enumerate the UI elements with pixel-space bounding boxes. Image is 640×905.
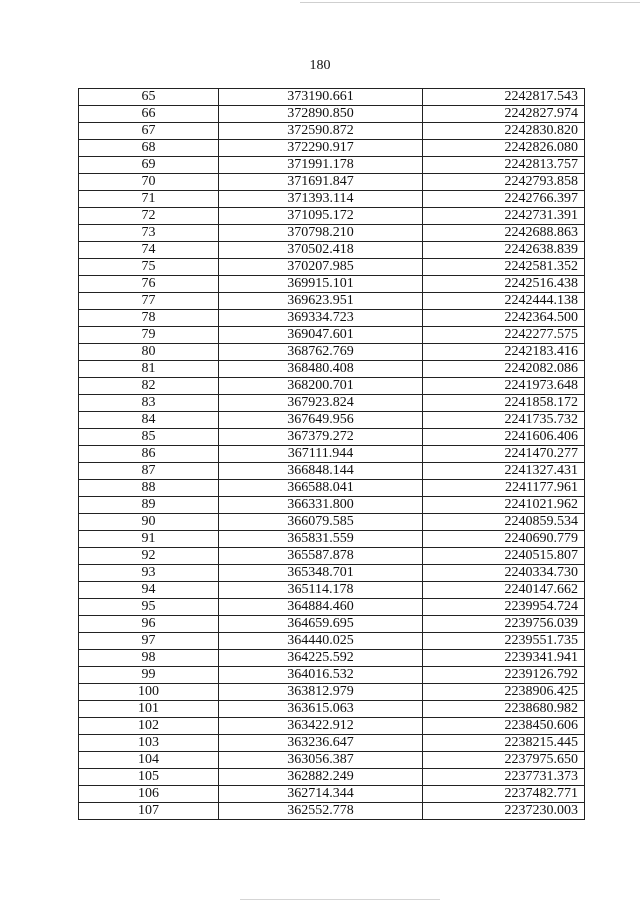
x-coordinate-cell: 368480.408 bbox=[219, 361, 423, 378]
x-coordinate-cell: 370502.418 bbox=[219, 242, 423, 259]
y-coordinate-cell: 2241327.431 bbox=[423, 463, 585, 480]
x-coordinate-cell: 366331.800 bbox=[219, 497, 423, 514]
x-coordinate-cell: 369623.951 bbox=[219, 293, 423, 310]
y-coordinate-cell: 2242827.974 bbox=[423, 106, 585, 123]
point-number-cell: 95 bbox=[79, 599, 219, 616]
coordinates-table-body bbox=[79, 89, 585, 820]
x-coordinate-cell: 364884.460 bbox=[219, 599, 423, 616]
table-row bbox=[79, 208, 585, 225]
point-number-cell: 88 bbox=[79, 480, 219, 497]
table-row bbox=[79, 633, 585, 650]
x-coordinate-cell: 363615.063 bbox=[219, 701, 423, 718]
y-coordinate-cell: 2239341.941 bbox=[423, 650, 585, 667]
x-coordinate-cell: 367111.944 bbox=[219, 446, 423, 463]
x-coordinate-cell: 364440.025 bbox=[219, 633, 423, 650]
x-coordinate-cell: 370798.210 bbox=[219, 225, 423, 242]
point-number-cell: 86 bbox=[79, 446, 219, 463]
point-number-cell: 65 bbox=[79, 89, 219, 106]
table-row bbox=[79, 769, 585, 786]
point-number-cell: 105 bbox=[79, 769, 219, 786]
point-number-cell: 89 bbox=[79, 497, 219, 514]
y-coordinate-cell: 2242082.086 bbox=[423, 361, 585, 378]
x-coordinate-cell: 367379.272 bbox=[219, 429, 423, 446]
table-row bbox=[79, 361, 585, 378]
y-coordinate-cell: 2242793.858 bbox=[423, 174, 585, 191]
table-row bbox=[79, 429, 585, 446]
x-coordinate-cell: 363422.912 bbox=[219, 718, 423, 735]
y-coordinate-cell: 2240147.662 bbox=[423, 582, 585, 599]
x-coordinate-cell: 365587.878 bbox=[219, 548, 423, 565]
y-coordinate-cell: 2237230.003 bbox=[423, 803, 585, 820]
x-coordinate-cell: 364016.532 bbox=[219, 667, 423, 684]
x-coordinate-cell: 366079.585 bbox=[219, 514, 423, 531]
table-row bbox=[79, 463, 585, 480]
page-number: 180 bbox=[309, 58, 331, 73]
point-number-cell: 90 bbox=[79, 514, 219, 531]
y-coordinate-cell: 2240859.534 bbox=[423, 514, 585, 531]
scan-edge-line-bottom bbox=[240, 899, 440, 900]
y-coordinate-cell: 2238680.982 bbox=[423, 701, 585, 718]
y-coordinate-cell: 2242826.080 bbox=[423, 140, 585, 157]
point-number-cell: 69 bbox=[79, 157, 219, 174]
y-coordinate-cell: 2242817.543 bbox=[423, 89, 585, 106]
x-coordinate-cell: 365114.178 bbox=[219, 582, 423, 599]
x-coordinate-cell: 371393.114 bbox=[219, 191, 423, 208]
table-row bbox=[79, 140, 585, 157]
y-coordinate-cell: 2240515.807 bbox=[423, 548, 585, 565]
x-coordinate-cell: 369047.601 bbox=[219, 327, 423, 344]
table-row bbox=[79, 276, 585, 293]
point-number-cell: 103 bbox=[79, 735, 219, 752]
x-coordinate-cell: 368200.701 bbox=[219, 378, 423, 395]
y-coordinate-cell: 2240690.779 bbox=[423, 531, 585, 548]
table-row bbox=[79, 310, 585, 327]
x-coordinate-cell: 371991.178 bbox=[219, 157, 423, 174]
x-coordinate-cell: 363056.387 bbox=[219, 752, 423, 769]
x-coordinate-cell: 372590.872 bbox=[219, 123, 423, 140]
point-number-cell: 67 bbox=[79, 123, 219, 140]
y-coordinate-cell: 2242731.391 bbox=[423, 208, 585, 225]
table-row bbox=[79, 378, 585, 395]
x-coordinate-cell: 365348.701 bbox=[219, 565, 423, 582]
point-number-cell: 99 bbox=[79, 667, 219, 684]
point-number-cell: 70 bbox=[79, 174, 219, 191]
point-number-cell: 68 bbox=[79, 140, 219, 157]
y-coordinate-cell: 2242581.352 bbox=[423, 259, 585, 276]
table-row bbox=[79, 582, 585, 599]
x-coordinate-cell: 362714.344 bbox=[219, 786, 423, 803]
x-coordinate-cell: 365831.559 bbox=[219, 531, 423, 548]
point-number-cell: 104 bbox=[79, 752, 219, 769]
point-number-cell: 76 bbox=[79, 276, 219, 293]
y-coordinate-cell: 2241177.961 bbox=[423, 480, 585, 497]
y-coordinate-cell: 2238215.445 bbox=[423, 735, 585, 752]
x-coordinate-cell: 367649.956 bbox=[219, 412, 423, 429]
table-row bbox=[79, 667, 585, 684]
table-row bbox=[79, 395, 585, 412]
x-coordinate-cell: 363812.979 bbox=[219, 684, 423, 701]
coordinates-table bbox=[78, 88, 585, 820]
point-number-cell: 84 bbox=[79, 412, 219, 429]
x-coordinate-cell: 371691.847 bbox=[219, 174, 423, 191]
table-row bbox=[79, 225, 585, 242]
table-row bbox=[79, 548, 585, 565]
table-row bbox=[79, 174, 585, 191]
x-coordinate-cell: 366588.041 bbox=[219, 480, 423, 497]
x-coordinate-cell: 370207.985 bbox=[219, 259, 423, 276]
point-number-cell: 87 bbox=[79, 463, 219, 480]
y-coordinate-cell: 2239756.039 bbox=[423, 616, 585, 633]
point-number-cell: 94 bbox=[79, 582, 219, 599]
x-coordinate-cell: 364659.695 bbox=[219, 616, 423, 633]
x-coordinate-cell: 372290.917 bbox=[219, 140, 423, 157]
y-coordinate-cell: 2237975.650 bbox=[423, 752, 585, 769]
table-row bbox=[79, 684, 585, 701]
point-number-cell: 101 bbox=[79, 701, 219, 718]
table-row bbox=[79, 446, 585, 463]
point-number-cell: 82 bbox=[79, 378, 219, 395]
y-coordinate-cell: 2242688.863 bbox=[423, 225, 585, 242]
y-coordinate-cell: 2239954.724 bbox=[423, 599, 585, 616]
table-row bbox=[79, 242, 585, 259]
table-row bbox=[79, 89, 585, 106]
y-coordinate-cell: 2238450.606 bbox=[423, 718, 585, 735]
y-coordinate-cell: 2242277.575 bbox=[423, 327, 585, 344]
point-number-cell: 93 bbox=[79, 565, 219, 582]
table-row bbox=[79, 735, 585, 752]
y-coordinate-cell: 2241858.172 bbox=[423, 395, 585, 412]
point-number-cell: 96 bbox=[79, 616, 219, 633]
table-row bbox=[79, 803, 585, 820]
point-number-cell: 91 bbox=[79, 531, 219, 548]
table-row bbox=[79, 480, 585, 497]
point-number-cell: 98 bbox=[79, 650, 219, 667]
table-row bbox=[79, 344, 585, 361]
point-number-cell: 97 bbox=[79, 633, 219, 650]
table-row bbox=[79, 293, 585, 310]
point-number-cell: 72 bbox=[79, 208, 219, 225]
table-row bbox=[79, 191, 585, 208]
table-row bbox=[79, 650, 585, 667]
table-row bbox=[79, 531, 585, 548]
y-coordinate-cell: 2241735.732 bbox=[423, 412, 585, 429]
point-number-cell: 79 bbox=[79, 327, 219, 344]
y-coordinate-cell: 2240334.730 bbox=[423, 565, 585, 582]
point-number-cell: 85 bbox=[79, 429, 219, 446]
y-coordinate-cell: 2237731.373 bbox=[423, 769, 585, 786]
x-coordinate-cell: 366848.144 bbox=[219, 463, 423, 480]
table-row bbox=[79, 106, 585, 123]
y-coordinate-cell: 2242183.416 bbox=[423, 344, 585, 361]
table-row bbox=[79, 565, 585, 582]
y-coordinate-cell: 2242364.500 bbox=[423, 310, 585, 327]
y-coordinate-cell: 2242516.438 bbox=[423, 276, 585, 293]
point-number-cell: 78 bbox=[79, 310, 219, 327]
point-number-cell: 77 bbox=[79, 293, 219, 310]
table-row bbox=[79, 718, 585, 735]
point-number-cell: 106 bbox=[79, 786, 219, 803]
point-number-cell: 73 bbox=[79, 225, 219, 242]
y-coordinate-cell: 2237482.771 bbox=[423, 786, 585, 803]
table-row bbox=[79, 412, 585, 429]
y-coordinate-cell: 2242766.397 bbox=[423, 191, 585, 208]
y-coordinate-cell: 2242638.839 bbox=[423, 242, 585, 259]
y-coordinate-cell: 2239551.735 bbox=[423, 633, 585, 650]
y-coordinate-cell: 2239126.792 bbox=[423, 667, 585, 684]
point-number-cell: 107 bbox=[79, 803, 219, 820]
point-number-cell: 75 bbox=[79, 259, 219, 276]
table-row bbox=[79, 497, 585, 514]
table-row bbox=[79, 599, 585, 616]
point-number-cell: 100 bbox=[79, 684, 219, 701]
point-number-cell: 92 bbox=[79, 548, 219, 565]
table-row bbox=[79, 327, 585, 344]
x-coordinate-cell: 371095.172 bbox=[219, 208, 423, 225]
x-coordinate-cell: 367923.824 bbox=[219, 395, 423, 412]
table-row bbox=[79, 752, 585, 769]
table-row bbox=[79, 514, 585, 531]
point-number-cell: 80 bbox=[79, 344, 219, 361]
x-coordinate-cell: 369915.101 bbox=[219, 276, 423, 293]
x-coordinate-cell: 364225.592 bbox=[219, 650, 423, 667]
table-row bbox=[79, 123, 585, 140]
y-coordinate-cell: 2241973.648 bbox=[423, 378, 585, 395]
x-coordinate-cell: 362882.249 bbox=[219, 769, 423, 786]
y-coordinate-cell: 2242830.820 bbox=[423, 123, 585, 140]
point-number-cell: 83 bbox=[79, 395, 219, 412]
table-row bbox=[79, 616, 585, 633]
table-row bbox=[79, 786, 585, 803]
point-number-cell: 71 bbox=[79, 191, 219, 208]
y-coordinate-cell: 2242813.757 bbox=[423, 157, 585, 174]
x-coordinate-cell: 363236.647 bbox=[219, 735, 423, 752]
x-coordinate-cell: 372890.850 bbox=[219, 106, 423, 123]
table-row bbox=[79, 157, 585, 174]
y-coordinate-cell: 2238906.425 bbox=[423, 684, 585, 701]
point-number-cell: 66 bbox=[79, 106, 219, 123]
y-coordinate-cell: 2242444.138 bbox=[423, 293, 585, 310]
table-row bbox=[79, 259, 585, 276]
point-number-cell: 81 bbox=[79, 361, 219, 378]
y-coordinate-cell: 2241470.277 bbox=[423, 446, 585, 463]
x-coordinate-cell: 362552.778 bbox=[219, 803, 423, 820]
scan-edge-line-top bbox=[300, 2, 640, 3]
point-number-cell: 74 bbox=[79, 242, 219, 259]
table-row bbox=[79, 701, 585, 718]
x-coordinate-cell: 368762.769 bbox=[219, 344, 423, 361]
point-number-cell: 102 bbox=[79, 718, 219, 735]
x-coordinate-cell: 369334.723 bbox=[219, 310, 423, 327]
x-coordinate-cell: 373190.661 bbox=[219, 89, 423, 106]
y-coordinate-cell: 2241021.962 bbox=[423, 497, 585, 514]
y-coordinate-cell: 2241606.406 bbox=[423, 429, 585, 446]
